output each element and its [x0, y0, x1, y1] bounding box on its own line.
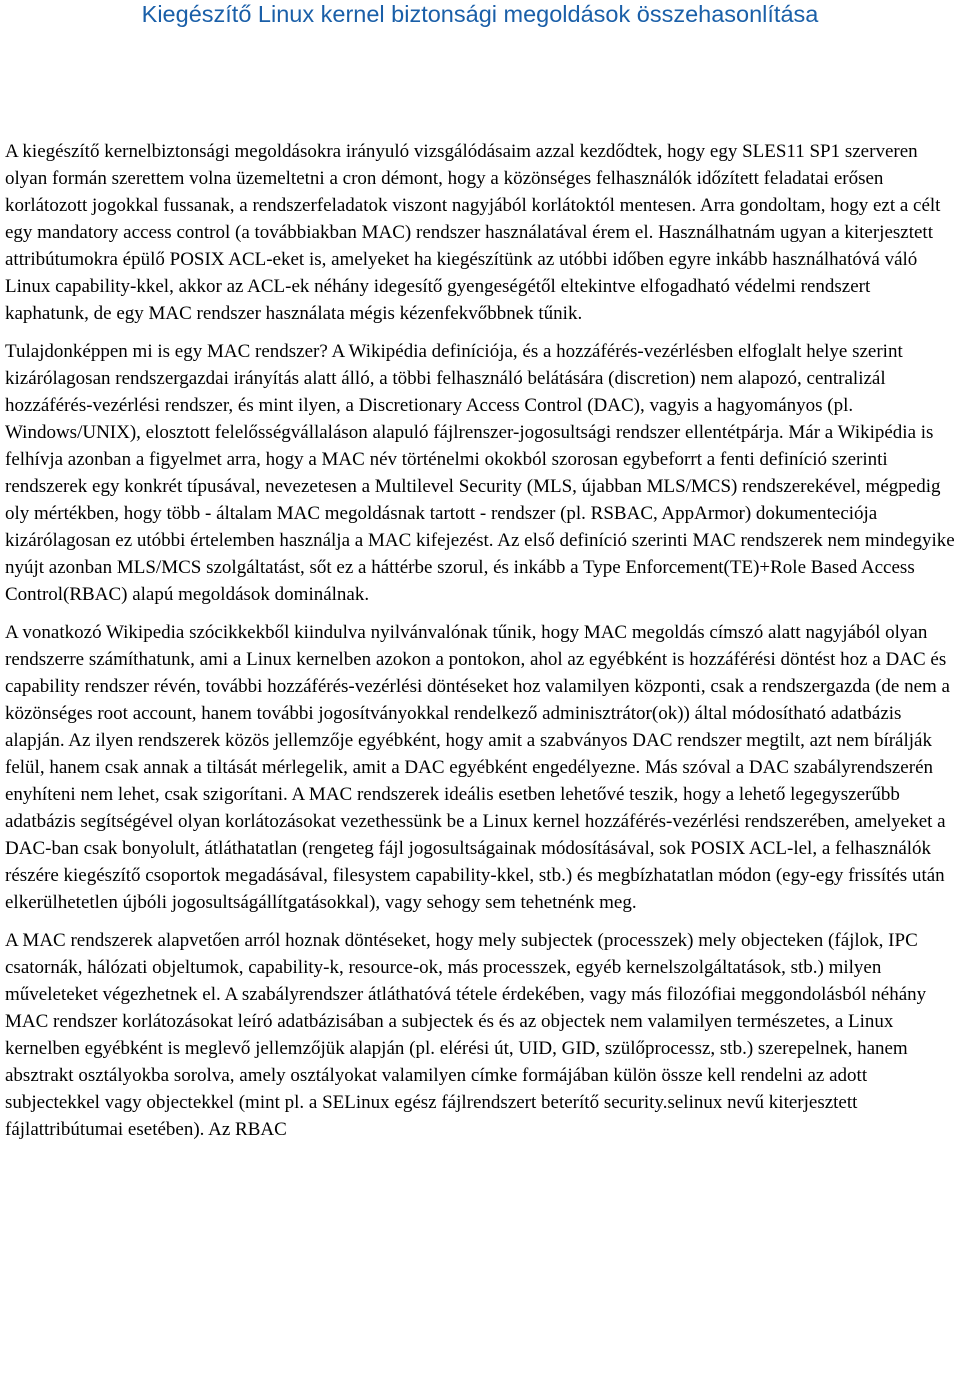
paragraph-mac-overview: A vonatkozó Wikipedia szócikkekből kiindulva nyilvánvalónak tűnik, hogy MAC megoldás címszó alatt nagyjából olyan rendszerre számíthatunk, ami a Linux kernelben azokon a pontokon, ahol az egyébként is hozzáférési döntést hoz a DAC és capability rendszer révén, további hozzáférés-vezérlési döntéseket hoz valamilyen központi, csak a rendszergazda (de nem a közönséges root account, hanem további jogosítványokkal rendelkező adminisztrátor(ok)) által módosítható adatbázis alapján. Az ilyen rendszerek közös jellemzője egyébként, hogy amit a szabványos DAC rendszer megtilt, azt nem bírálják felül, hanem csak annak a tiltását mérlegelik, amit a DAC egyébként engedélyezne. Más szóval a DAC szabályrendszerén enyhíteni nem lehet, csak szigorítani. A MAC rendszerek ideális esetben lehetővé teszik, hogy a lehető legegyszerűbb adatbázis segítségével olyan korlátozásokat vezethessünk be a Linux kernel hozzáférés-vezérlési rendszerében, amelyeket a DAC-ban csak bonyolult, átláthatatlan (rengeteg fájl jogosultságainak módosításával, sok POSIX ACL-lel, a felhasználók részére kiegészítő csoportok megadásával, filesystem capability-kkel, stb.) és megbízhatatlan módon (egy-egy frissítés után elkerülhetetlen újbóli jogosultságállítgatásokkal), vagy sehogy sem tehetnénk meg.	[5, 622, 950, 913]
paragraph-intro: A kiegészítő kernelbiztonsági megoldásokra irányuló vizsgálódásaim azzal kezdődtek, hogy egy SLES11 SP1 szerveren olyan formán szerettem volna üzemeltetni a cron démont, hogy a közönséges felhasználók időzített feladatai erősen korlátozott jogokkal fussanak, a rendszerfeladatok viszont nagyjából korlátoktól mentesen. Arra gondoltam, hogy ezt a célt egy mandatory access control (a továbbiakban MAC) rendszer használatával érem el. Használhatnám ugyan a kiterjesztett attribútumokra épülő POSIX ACL-eket is, amelyeket ha kiegészítünk az utóbbi időben egyre inkább használhatóvá váló Linux capability-kkel, akkor az ACL-ek néhány idegesítő gyengeségétől eltekintve elfogadható védelmi rendszert kaphatunk, de egy MAC rendszer használata mégis kézenfekvőbbnek tűnik.	[5, 141, 941, 324]
paragraph-subjects-objects: A MAC rendszerek alapvetően arról hoznak döntéseket, hogy mely subjectek (processzek) mely objecteken (fájlok, IPC csatornák, hálózati objeltumok, capability-k, resource-ok, más processzek, egyéb kernelszolgáltatások, stb.) milyen műveleteket végezhetnek el. A szabályrendszer átláthatóvá tétele érdekében, vagy más filozófiai meggondolásból néhány MAC rendszer korlátozásokat leíró adatbázisában a subjectek és és az objectek nem valamilyen természetes, a Linux kernelben egyébként is meglevő jellemzőjük alapján (pl. elérési út, UID, GID, szülőprocessz, stb.) szerepelnek, hanem absztrakt osztályokba sorolva, amely osztályokat valamilyen címke formájában külön össze kell rendelni az adott subjectekkel vagy objectekkel (mint pl. a SELinux egész fájlrendszert beterítő security.selinux nevű kiterjesztett fájlattribútumai esetében). Az RBAC	[5, 930, 927, 1140]
paragraph-mac-definition: Tulajdonképpen mi is egy MAC rendszer? A Wikipédia definíciója, és a hozzáférés-vezérlésben elfoglalt helye szerint kizárólagosan rendszergazdai irányítás alatt álló, a többi felhasználó belátására (discretion) nem alapozó, centralizál hozzáférés-vezérlési rendszer, és mint ilyen, a Discretionary Access Control (DAC), vagyis a hagyományos (pl. Windows/UNIX), elosztott felelősségvállaláson alapuló fájlrenszer-jogosultsági rendszer ellentétpárja. Már a Wikipédia is felhívja azonban a figyelmet arra, hogy a MAC név történelmi okokból szorosan egybeforrt a fenti definíció szerinti rendszerek egy konkrét típusával, nevezetesen a Multilevel Security (MLS, újabban MLS/MCS) rendszerekével, mégpedig oly mértékben, hogy több - általam MAC megoldásnak tartott - rendszer (pl. RSBAC, AppArmor) dokumenteciója kizárólagosan ez utóbbi értelemben használja a MAC kifejezést. Az első definíció szerinti MAC rendszerek nem mindegyike nyújt azonban MLS/MCS szolgáltatást, sőt ez a háttérbe szorul, és inkább a Type Enforcement(TE)+Role Based Access Control(RBAC) alapú megoldások dominálnak.	[5, 341, 955, 605]
article-body	[5, 138, 957, 1143]
page-title: Kiegészítő Linux kernel biztonsági megoldások összehasonlítása	[141, 1, 819, 27]
